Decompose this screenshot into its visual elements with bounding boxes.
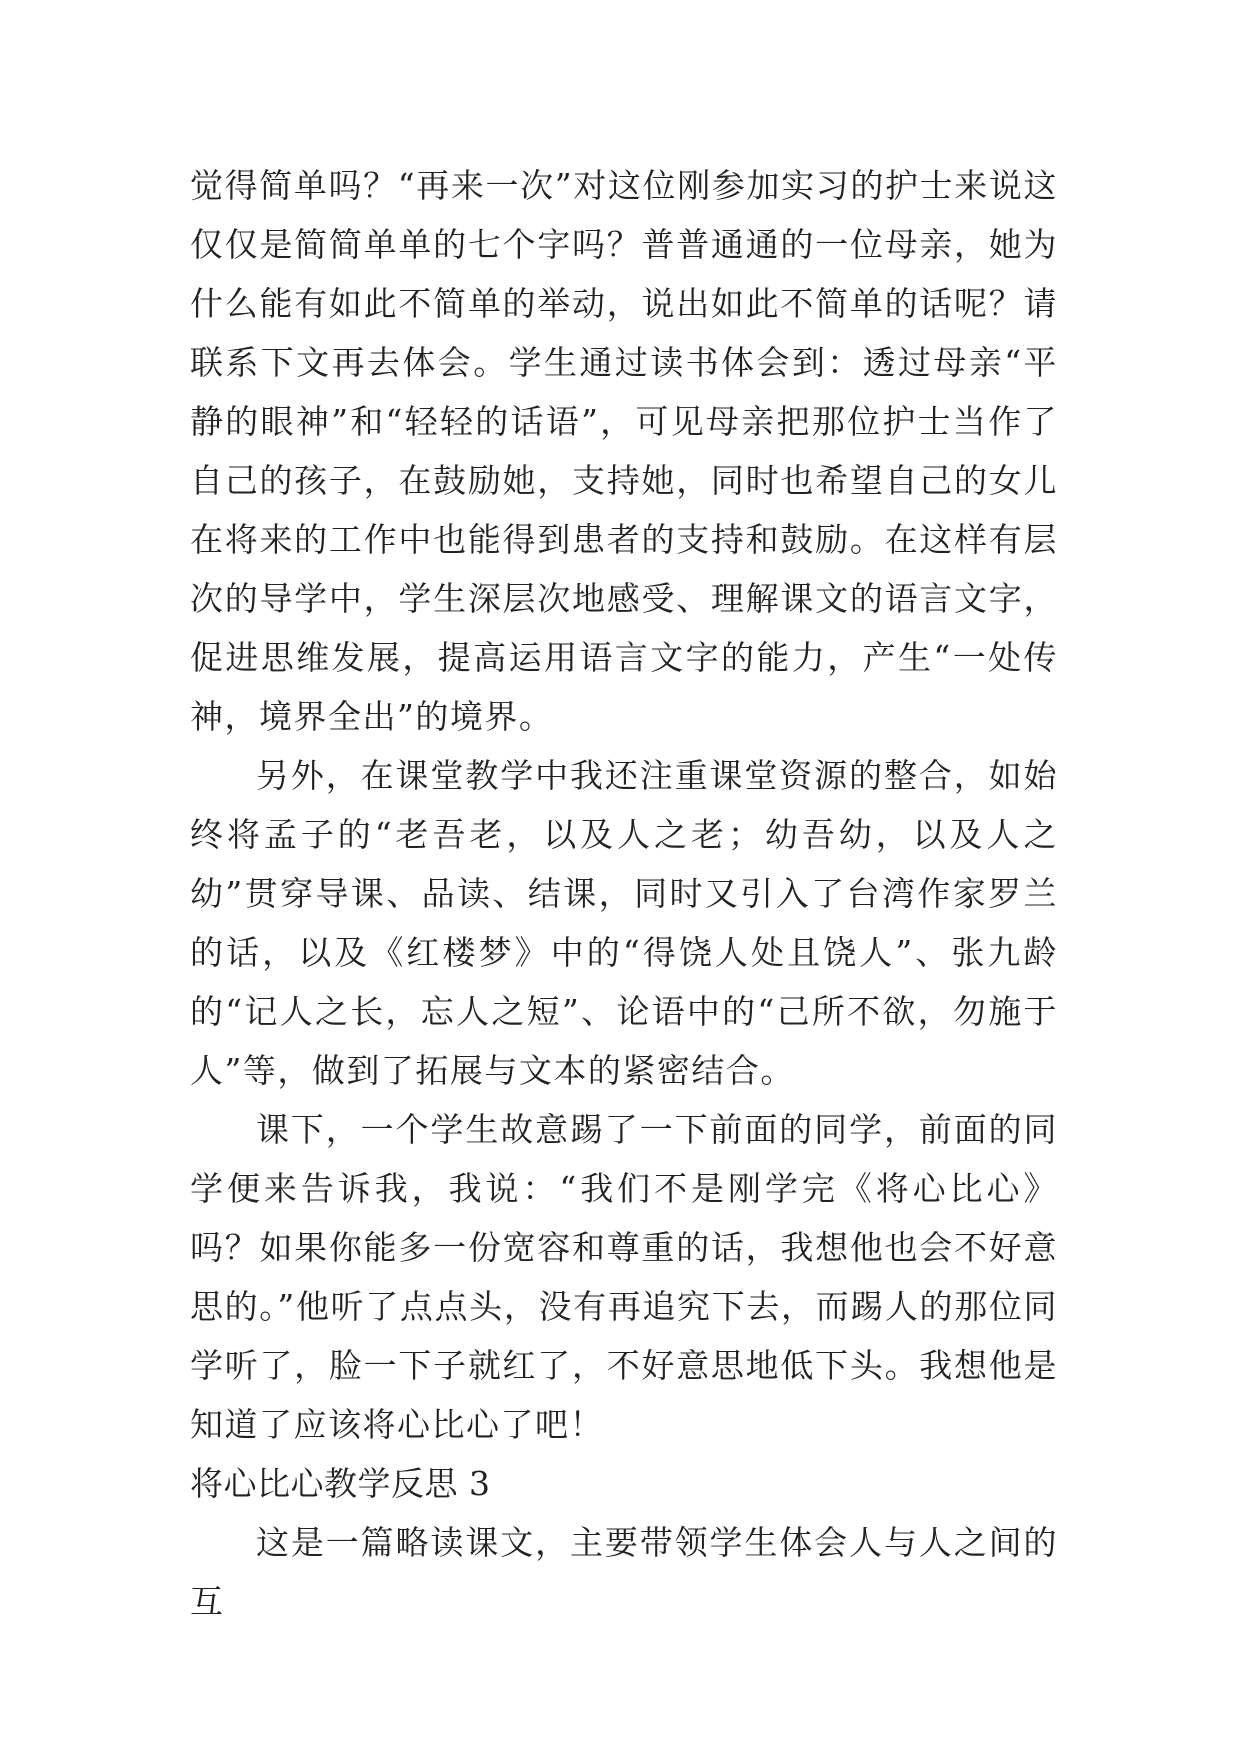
document-page: [190, 156, 1058, 1631]
paragraph-section-start: 这是一篇略读课文，主要带领学生体会人与人之间的互: [190, 1523, 1058, 1621]
paragraph-resource-integration: 另外，在课堂教学中我还注重课堂资源的整合，如始终将孟子的“老吾老，以及人之老；幼吾幼，以及人之幼”贯穿导课、品读、结课，同时又引入了台湾作家罗兰的话，以及《红楼梦》中的“得饶人处且饶人”、张九龄的“记人之长，忘人之短”、论语中的“己所不欲，勿施于人”等，做到了拓展与文本的紧密结合。: [190, 756, 1058, 1090]
section-heading: 将心比心教学反思 3: [190, 1464, 491, 1503]
paragraph-continuation: 觉得简单吗？“再来一次”对这位刚参加实习的护士来说这仅仅是简简单单的七个字吗？普普通通的一位母亲，她为什么能有如此不简单的举动，说出如此不简单的话呢？请联系下文再去体会。学生通过读书体会到：透过母亲“平静的眼神”和“轻轻的话语”，可见母亲把那位护士当作了自己的孩子，在鼓励她，支持她，同时也希望自己的女儿在将来的工作中也能得到患者的支持和鼓励。在这样有层次的导学中，学生深层次地感受、理解课文的语言文字，促进思维发展，提高运用语言文字的能力，产生“一处传神，境界全出”的境界。: [190, 166, 1058, 736]
paragraph-after-class: 课下，一个学生故意踢了一下前面的同学，前面的同学便来告诉我，我说：“我们不是刚学完《将心比心》吗？如果你能多一份宽容和尊重的话，我想他也会不好意思的。”他听了点点头，没有再追究下去，而踢人的那位同学听了，脸一下子就红了，不好意思地低下头。我想他是知道了应该将心比心了吧！: [190, 1110, 1058, 1444]
